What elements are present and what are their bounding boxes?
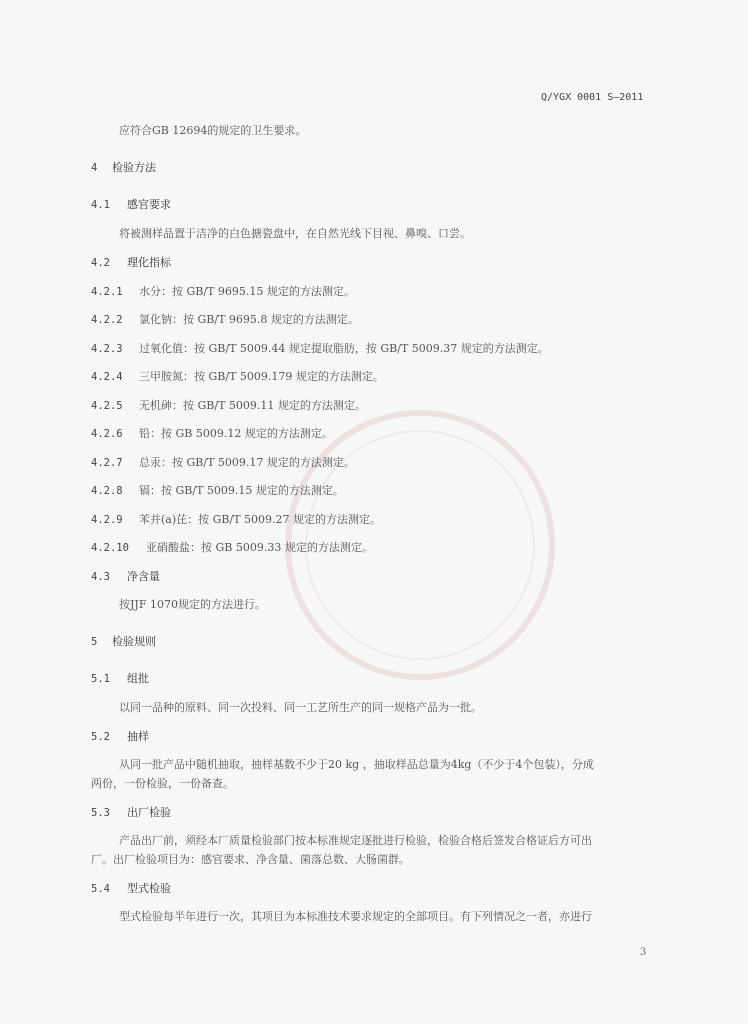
item-4-2-5-number: 4.2.5 [91, 400, 123, 412]
item-4-2-8-text: 镉：按 GB/T 5009.15 规定的方法测定。 [139, 484, 344, 497]
section-4-3-title: 净含量 [127, 570, 160, 583]
section-5-2-line-2: 两份，一份检验，一份备查。 [91, 777, 234, 790]
section-5-3-line-1: 产品出厂前，须经本厂质量检验部门按本标准规定逐批进行检验，检验合格后签发合格证后方可出 [119, 834, 592, 847]
section-5-1-title: 组批 [127, 672, 149, 685]
item-4-2-3-number: 4.2.3 [91, 343, 123, 355]
item-4-2-7-text: 总汞：按 GB/T 5009.17 规定的方法测定。 [139, 456, 355, 469]
doc-code-header: Q/YGX 0001 S—2011 [541, 92, 644, 103]
item-4-2-10-number: 4.2.10 [91, 542, 129, 554]
section-5-1-text: 以同一品种的原料、同一次投料、同一工艺所生产的同一规格产品为一批。 [119, 701, 482, 714]
item-4-2-6-number: 4.2.6 [91, 428, 123, 440]
section-4-3-number: 4.3 [91, 571, 110, 583]
section-5-2-title: 抽样 [127, 730, 149, 743]
section-5-3-title: 出厂检验 [127, 806, 171, 819]
item-4-2-7-number: 4.2.7 [91, 457, 123, 469]
item-4-2-6-text: 铅：按 GB 5009.12 规定的方法测定。 [139, 427, 333, 440]
section-5-4-number: 5.4 [91, 883, 110, 895]
item-4-2-4-text: 三甲胺氮：按 GB/T 5009.179 规定的方法测定。 [139, 370, 384, 383]
section-5-4-line-1: 型式检验每半年进行一次，其项目为本标准技术要求规定的全部项目。有下列情况之一者，亦进行 [119, 910, 592, 923]
item-4-2-10-text: 亚硝酸盐：按 GB 5009.33 规定的方法测定。 [146, 541, 373, 554]
section-5-title: 检验规则 [112, 635, 156, 648]
section-5-number: 5 [91, 636, 98, 648]
section-4-3-text: 按JJF 1070规定的方法进行。 [119, 598, 266, 611]
item-4-2-3-text: 过氧化值：按 GB/T 5009.44 规定提取脂肪，按 GB/T 5009.37 规定的方法测定。 [139, 342, 549, 355]
item-4-2-2-text: 氯化钠：按 GB/T 9695.8 规定的方法测定。 [139, 313, 359, 326]
intro-line: 应符合GB 12694的规定的卫生要求。 [119, 124, 307, 137]
section-4-1-text: 将被测样品置于洁净的白色搪瓷盘中，在自然光线下目视、鼻嗅、口尝。 [119, 227, 471, 240]
section-4-1-title: 感官要求 [127, 198, 171, 211]
section-4-title: 检验方法 [112, 161, 156, 174]
item-4-2-5-text: 无机砷：按 GB/T 5009.11 规定的方法测定。 [139, 399, 366, 412]
item-4-2-9-text: 苯并(a)芘：按 GB/T 5009.27 规定的方法测定。 [139, 513, 382, 526]
section-4-2-number: 4.2 [91, 257, 110, 269]
section-5-3-number: 5.3 [91, 807, 110, 819]
item-4-2-9-number: 4.2.9 [91, 514, 123, 526]
page-number: 3 [640, 947, 647, 958]
section-5-4-title: 型式检验 [127, 882, 171, 895]
item-4-2-4-number: 4.2.4 [91, 371, 123, 383]
item-4-2-2-number: 4.2.2 [91, 314, 123, 326]
section-5-3-line-2: 厂。出厂检验项目为：感官要求、净含量、菌落总数、大肠菌群。 [91, 853, 410, 866]
item-4-2-1-text: 水分：按 GB/T 9695.15 规定的方法测定。 [139, 285, 355, 298]
section-5-2-line-1: 从同一批产品中随机抽取，抽样基数不少于20 kg ，抽取样品总量为4kg（不少于4个包装），分成 [119, 758, 594, 771]
section-5-1-number: 5.1 [91, 673, 110, 685]
section-5-2-number: 5.2 [91, 731, 110, 743]
item-4-2-8-number: 4.2.8 [91, 485, 123, 497]
item-4-2-1-number: 4.2.1 [91, 286, 123, 298]
section-4-2-title: 理化指标 [127, 256, 171, 269]
section-4-number: 4 [91, 162, 98, 174]
section-4-1-number: 4.1 [91, 199, 110, 211]
